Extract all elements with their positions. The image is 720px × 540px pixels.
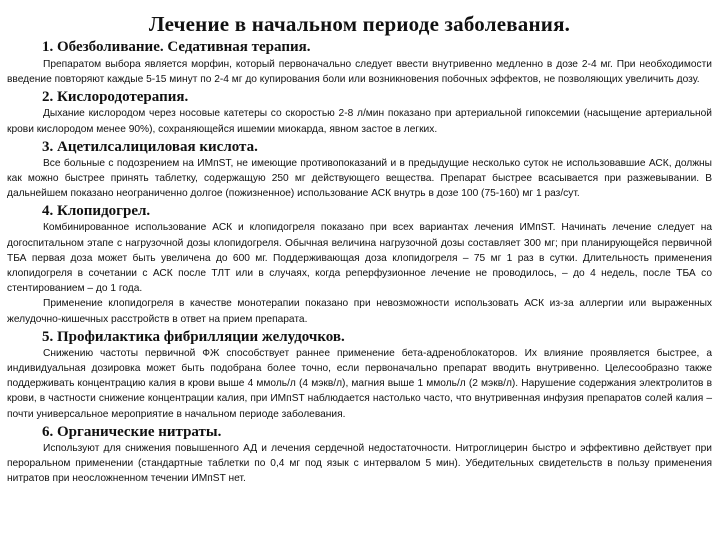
section-paragraph: Снижению частоты первичной ФЖ способствует раннее применение бета-адреноблокаторов. Их влияние проявляется быстрее, а индивидуальная дозировка может быть подобрана более точно, если первоначально препарат вводить внутривенно. Целесообразно также поддерживать концентрацию калия в крови выше 4 ммоль/л (4 мэкв/л), магния выше 1 ммоль/л (2 мэкв/л). Нарушение содержания электролитов в крови, в частности снижение концентрации калия, при ИМпST наблюдается настолько часто, что внутривенная инфузия препаратов солей калия – почти универсальное мероприятие в начальном периоде заболевания. <box>7 347 712 420</box>
section-heading: 1. Обезболивание. Седативная терапия. <box>42 39 311 55</box>
section-oxygen <box>7 89 712 136</box>
section-paragraph: Комбинированное использование АСК и клопидогреля показано при всех вариантах лечения ИМпST. Начинать лечение следует на догоспитальном этапе с нагрузочной дозы клопидогреля. Обычная величина нагрузочной дозы составляет 300 мг; при планирующейся первичной ТБА первая доза может быть увеличена до 600 мг. Поддерживающая доза клопидогреля – 75 мг 1 раз в сутки. Длительность применения клопидогреля в сочетании с АСК после ТЛТ или в случаях, когда реперфузионное лечение не проводилось, – до 4 недель, после ТБА со стентированием – до 1 года. <box>7 222 712 295</box>
section-nitrates <box>7 424 712 487</box>
section-paragraph: Применение клопидогреля в качестве монотерапии показано при невозможности использовать АСК из-за аллергии или выраженных желудочно-кишечных расстройств в ответ на прием препарата. <box>7 298 712 325</box>
section-heading: 5. Профилактика фибрилляции желудочков. <box>42 328 345 345</box>
section-analgesia <box>7 39 712 87</box>
section-paragraph: Препаратом выбора является морфин, который первоначально следует ввести внутривенно медленно в дозе 2-4 мг. При необходимости введение повторяют каждые 5-15 минут по 2-4 мг до купирования боли или возникновения побочных эффектов, не позволяющих увеличить дозу. <box>7 59 712 86</box>
section-clopidogrel <box>7 203 712 326</box>
section-paragraph: Используют для снижения повышенного АД и лечения сердечной недостаточности. Нитроглицерин быстро и эффективно действует при пероральном применении (стандартные таблетки по 0,4 мг под язык с интервалом 5 мин). Убедительных свидетельств в пользу применения нитратов при неосложненном течении ИМпST нет. <box>7 442 712 485</box>
section-vf-prevention <box>7 329 712 422</box>
section-paragraph: Дыхание кислородом через носовые катетеры со скоростью 2-8 л/мин показано при артериальной гипоксемии (насыщение артериальной крови кислородом менее 90%), сохраняющейся ишемии миокарда, явном застое в легких. <box>7 108 712 135</box>
section-paragraph: Все больные с подозрением на ИМпST, не имеющие противопоказаний и в предыдущие несколько суток не использовавшие АСК, должны как можно быстрее принять таблетку, содержащую 250 мг действующего вещества. Препарат быстрее всасывается при разжевывании. В дальнейшем показано неограниченно долгое (пожизненное) использование АСК внутрь в дозе 100 (75-160) мг 1 раз/сут. <box>7 157 712 200</box>
section-heading: 2. Кислородотерапия. <box>42 89 189 106</box>
section-heading: 4. Клопидогрел. <box>42 203 151 220</box>
section-heading: 6. Органические нитраты. <box>42 423 222 440</box>
page-title: Лечение в начальном периоде заболевания. <box>148 12 571 36</box>
section-heading: 3. Ацетилсалициловая кислота. <box>42 138 258 155</box>
section-aspirin <box>7 139 712 202</box>
